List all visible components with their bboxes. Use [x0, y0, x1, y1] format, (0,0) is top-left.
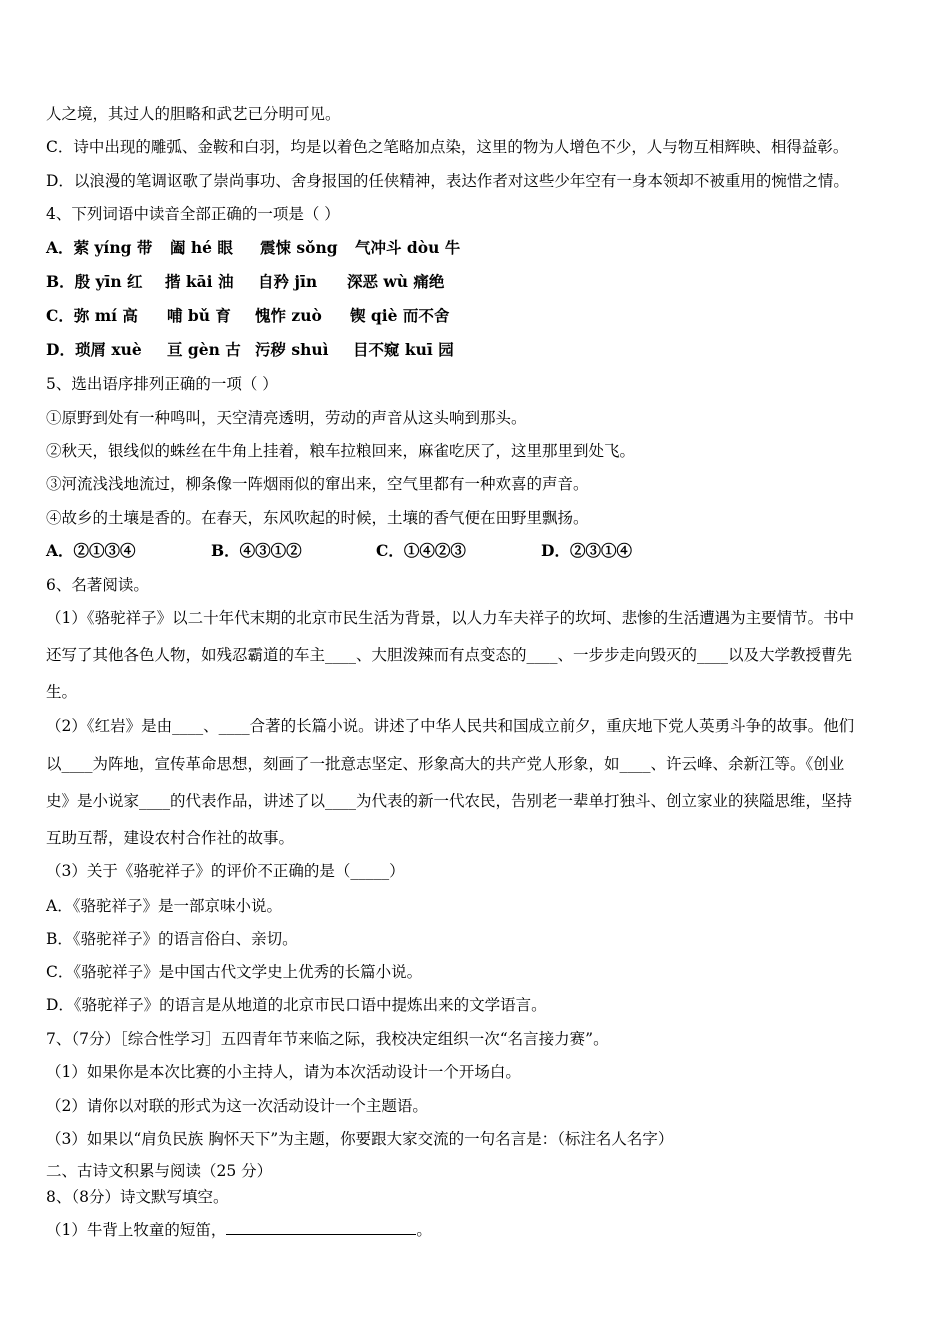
q4-option-c: [46, 306, 910, 326]
option-part: 震悚 sǒng: [260, 238, 338, 257]
option-part: D．琐屑 xuè: [46, 340, 142, 359]
option-part: 目不窥 kuī 园: [353, 340, 454, 359]
q5-options: [46, 541, 910, 561]
q7-part-1: （1）如果你是本次比赛的小主持人，请为本次活动设计一个开场白。: [46, 1063, 521, 1081]
q8-period: 。: [416, 1221, 432, 1239]
q6-part-2-cont: 史》是小说家____的代表作品，讲述了以____为代表的新一代农民，告别老一辈单打独斗、创立家业的狭隘思维，坚持: [46, 792, 853, 810]
q6-option-a: A．《骆驼祥子》是一部京味小说。: [46, 897, 282, 915]
option-part: 阖 hé 眼: [170, 238, 233, 257]
q6-part-2-cont: 以____为阵地，宣传革命思想，刻画了一批意志坚定、形象高大的共产党人形象，如____、许云峰、余新江等。《创业: [46, 755, 845, 773]
sentence-3: ③河流浅浅地流过，柳条像一阵烟雨似的窜出来，空气里都有一种欢喜的声音。: [46, 475, 589, 493]
option-part: 自矜 jīn: [258, 272, 318, 291]
option-part: A．萦 yíng 带: [46, 238, 153, 257]
q7-part-2: （2）请你以对联的形式为这一次活动设计一个主题语。: [46, 1097, 428, 1115]
q6-option-d: D．《骆驼祥子》的语言是从地道的北京市民口语中提炼出来的文学语言。: [46, 996, 547, 1014]
option-part: 亘 gèn 古: [167, 340, 241, 359]
q6-part-1: （1）《骆驼祥子》以二十年代末期的北京市民生活为背景，以人力车夫祥子的坎坷、悲惨的生活遭遇为主要情节。书中: [46, 609, 855, 627]
option-part: 锲 qiè 而不舍: [350, 306, 450, 325]
text-line: 人之境，其过人的胆略和武艺已分明可见。: [46, 105, 341, 123]
option-b: B．④③①②: [211, 541, 302, 560]
q7-part-3: （3）如果以“肩负民族 胸怀天下”为主题，你要跟大家交流的一句名言是：（标注名人名字）: [46, 1130, 674, 1148]
option-part: 愧怍 zuò: [255, 306, 322, 325]
question-4: 4、下列词语中读音全部正确的一项是（ ）: [46, 205, 340, 223]
option-part: 深恶 wù 痛绝: [347, 272, 445, 291]
q6-option-b: B．《骆驼祥子》的语言俗白、亲切。: [46, 930, 298, 948]
q6-part-1-cont: 生。: [46, 683, 78, 701]
q4-option-b: [46, 272, 910, 292]
sentence-4: ④故乡的土壤是香的。在春天，东风吹起的时候，土壤的香气便在田野里飘扬。: [46, 509, 589, 527]
option-d: D．以浪漫的笔调讴歌了崇尚事功、舍身报国的任侠精神，表达作者对这些少年空有一身本领却不被重用的惋惜之情。: [46, 172, 849, 190]
q4-option-d: [46, 340, 910, 360]
q4-option-a: [46, 238, 910, 258]
q6-part-3: （3）关于《骆驼祥子》的评价不正确的是（_____）: [46, 862, 405, 880]
option-part: 哺 bǔ 育: [167, 306, 231, 325]
option-part: 气冲斗 dòu 牛: [355, 238, 461, 257]
option-d: D．②③①④: [541, 541, 632, 560]
q8-part-1: [46, 1220, 910, 1240]
q8-prompt: （1）牛背上牧童的短笛，: [46, 1221, 227, 1239]
answer-blank[interactable]: [226, 1220, 416, 1235]
option-c: C．①④②③: [376, 541, 466, 560]
question-5: 5、选出语序排列正确的一项（ ）: [46, 375, 278, 393]
q6-part-2: （2）《红岩》是由____、____合著的长篇小说。讲述了中华人民共和国成立前夕，重庆地下党人英勇斗争的故事。他们: [46, 717, 855, 735]
sentence-2: ②秋天，银线似的蛛丝在牛角上挂着，粮车拉粮回来，麻雀吃厌了，这里那里到处飞。: [46, 442, 636, 460]
option-part: C．弥 mí 高: [46, 306, 138, 325]
question-7: 7、（7分）［综合性学习］五四青年节来临之际，我校决定组织一次“名言接力赛”。: [46, 1030, 609, 1048]
q6-option-c: C．《骆驼祥子》是中国古代文学史上优秀的长篇小说。: [46, 963, 423, 981]
sentence-1: ①原野到处有一种鸣叫，天空清亮透明，劳动的声音从这头响到那头。: [46, 409, 527, 427]
q6-part-1-cont: 还写了其他各色人物，如残忍霸道的车主____、大胆泼辣而有点变态的____、一步步走向毁灭的____以及大学教授曹先: [46, 646, 853, 664]
option-part: 污秽 shuì: [255, 340, 329, 359]
section-2-heading: 二、古诗文积累与阅读（25 分）: [46, 1162, 273, 1180]
question-8: 8、（8分）诗文默写填空。: [46, 1188, 229, 1206]
option-part: 揩 kāi 油: [165, 272, 234, 291]
option-c: C．诗中出现的雕弧、金鞍和白羽，均是以着色之笔略加点染，这里的物为人增色不少，人与物互相辉映、相得益彰。: [46, 138, 849, 156]
q6-part-2-cont: 互助互帮，建设农村合作社的故事。: [46, 829, 295, 847]
option-part: B．殷 yīn 红: [46, 272, 143, 291]
question-6: 6、名著阅读。: [46, 576, 149, 594]
option-a: A．②①③④: [46, 541, 136, 560]
